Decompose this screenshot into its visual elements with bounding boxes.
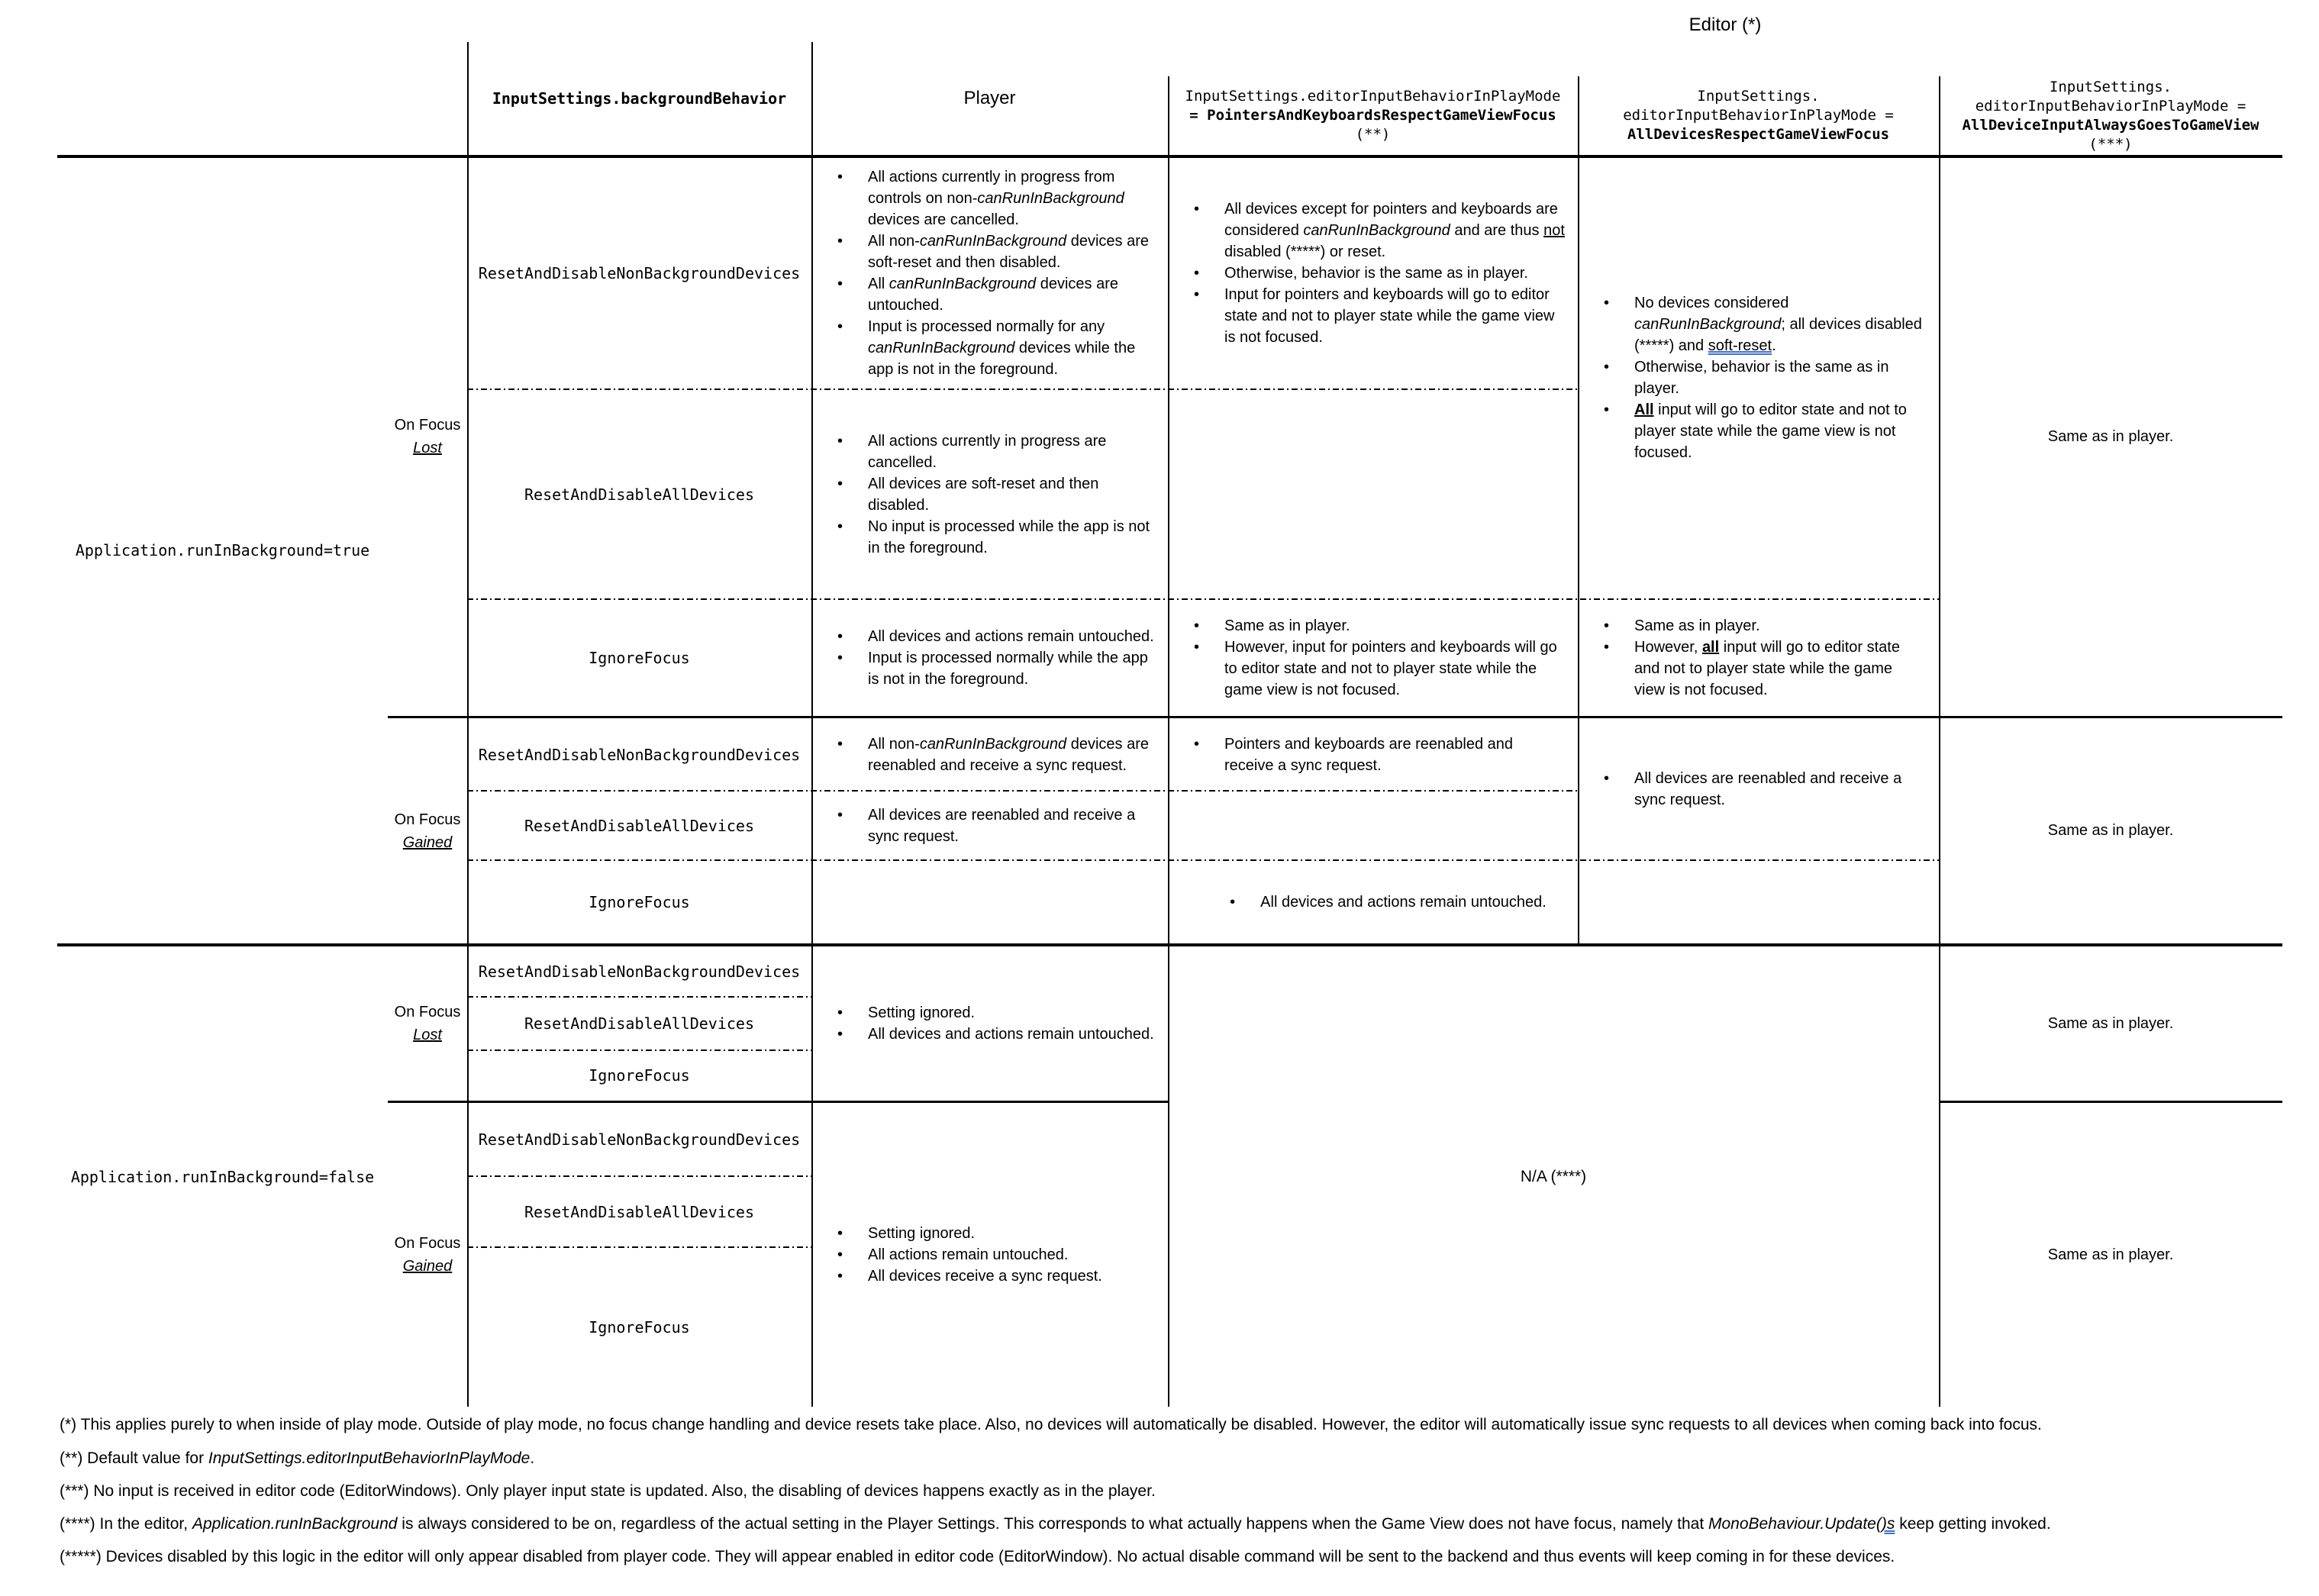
row-separator-dashed [467,996,811,998]
bullet-item [1578,292,1939,356]
bullet-icon: • [1604,401,1610,418]
header-pointers-and-keyboards [1168,76,1578,155]
bullet-text: However, input for pointers and keyboards will go to editor state and not to player state while the game view is not focused. [1224,639,1557,698]
cell-editor-na [1168,946,1939,1407]
same-as-player-label: Same as in player. [2047,822,2174,839]
bullet-icon: • [1604,359,1610,376]
row-separator-dashed [467,389,1578,390]
bullet-text: All non-canRunInBackground devices are soft-reset and then disabled. [868,232,1150,271]
behavior-false-gained-ignore [467,1247,811,1407]
behavior-true-gained-reset-non-bg [467,718,811,791]
bullet-text: Same as in player. [1634,617,1760,634]
bullet-text: Pointers and keyboards are reenabled and receive a sync request. [1224,735,1514,774]
focus-label-line2: Gained [402,1258,453,1275]
same-as-player-label: Same as in player. [2047,427,2174,445]
bullet-text: All devices receive a sync request. [868,1268,1102,1285]
header-pointers-line3: (**) [1355,126,1391,143]
row-separator-dashed [467,1175,811,1177]
header-all-devices-line2: editorInputBehaviorInPlayMode = [1623,107,1894,124]
header-player [811,42,1168,155]
bullet-text: All devices and actions remain untouched. [868,628,1154,645]
bullet-text: All actions remain untouched. [868,1246,1069,1263]
focus-label-true-gained [388,718,467,943]
footnote-4: (****) In the editor, Application.runInBackground is always considered to be on, regardless of the actual setting in the Player Settings. This corresponds to what actually happens when the Game View does not have focus, namely that MonoBehaviour.Update()s keep getting invoked. [60,1515,2051,1533]
header-all-devices [1578,76,1939,155]
focus-label-line2: Lost [413,1027,442,1043]
bullet-icon: • [1604,617,1610,634]
bullet-item [1168,734,1578,776]
header-all-input-line2: editorInputBehaviorInPlayMode = [1975,97,2246,114]
bullet-text: Otherwise, behavior is the same as in player. [1224,264,1528,282]
behavior-label: ResetAndDisableNonBackgroundDevices [478,1130,801,1149]
bullet-item [1168,284,1578,348]
bullet-icon: • [837,650,843,666]
behavior-true-gained-ignore [467,860,811,943]
header-player-label: Player [963,88,1016,108]
behavior-true-lost-ignore [467,599,811,717]
bullet-item [811,734,1168,776]
cell-pointers-true-gained-reset-non-bg [1168,718,1578,791]
header-editor-label: Editor (*) [1688,15,1762,35]
bullet-icon: • [1194,617,1200,634]
header-background-behavior [467,42,811,155]
cell-all-devices-true-gained-merged [1578,718,1939,860]
bullet-text: Setting ignored. [868,1225,976,1242]
bullet-item [811,166,1168,231]
bullet-icon: • [837,628,843,645]
bullet-text: However, all input will go to editor state and not to player state while the game view is not focused. [1634,639,1900,698]
row-separator-dashed [467,790,1578,792]
bullet-item [1168,615,1578,637]
behavior-label: ResetAndDisableNonBackgroundDevices [478,962,801,981]
behavior-label: IgnoreFocus [589,1066,690,1085]
table-divider-true-lost-gained [388,716,2282,718]
row-separator-dashed [467,1246,811,1248]
cell-player-true-lost-ignore [811,599,1168,717]
focus-label-line2: Gained [402,833,453,851]
behavior-false-lost-ignore [467,1050,811,1101]
bullet-item [811,1223,1168,1244]
bullet-item [811,1266,1168,1287]
behavior-label: IgnoreFocus [589,649,690,667]
bullet-icon: • [837,735,843,753]
table-divider-false-lost-gained-right [1939,1101,2282,1103]
bullet-icon: • [837,806,843,824]
bullet-text: All devices are soft-reset and then disabled. [868,475,1099,514]
bullet-icon: • [837,517,843,535]
behavior-label: ResetAndDisableAllDevices [524,816,755,835]
header-all-input-line1: InputSettings. [2049,78,2172,95]
behavior-false-lost-reset-all [467,997,811,1050]
run-in-background-true-label: Application.runInBackground=true [75,540,370,559]
same-as-player-label: Same as in player. [2047,1246,2174,1263]
focus-label-line1: On Focus [394,1235,461,1252]
bullet-icon: • [837,1004,843,1021]
bullet-item [1578,356,1939,399]
header-all-devices-line3: AllDevicesRespectGameViewFocus [1627,126,1890,143]
header-pointers-line1: InputSettings.editorInputBehaviorInPlayMode [1185,88,1561,105]
behavior-label: ResetAndDisableAllDevices [524,1202,755,1221]
bullet-item [811,473,1168,516]
bullet-text: Setting ignored. [868,1004,976,1021]
bullet-text: All non-canRunInBackground devices are reenabled and receive a sync request. [868,735,1150,774]
header-all-input [1939,76,2282,155]
bullet-item [1578,637,1939,701]
bullet-text: All actions currently in progress from controls on non-canRunInBackground devices are cancelled. [868,168,1124,228]
focus-label-line1: On Focus [394,1004,461,1020]
bullet-item [1168,198,1578,263]
bullet-text: No devices considered canRunInBackground; all devices disabled (*****) and soft-reset. [1634,295,1922,354]
cell-all-input-true-lost [1939,156,2282,717]
bullet-item [811,1024,1168,1045]
row-separator-dashed [467,859,1939,861]
header-editor-group [1168,8,2282,43]
bullet-icon: • [837,1225,843,1242]
bullet-text: Input is processed normally for any canRunInBackground devices while the app is not in the foreground. [868,318,1136,378]
run-in-background-false-label: Application.runInBackground=false [70,1167,375,1186]
bullet-item [811,273,1168,316]
bullet-text: No input is processed while the app is not in the foreground. [868,517,1150,556]
bullet-icon: • [837,1026,843,1043]
behavior-true-lost-reset-non-bg [467,156,811,389]
behavior-true-lost-reset-all [467,389,811,599]
footnote-2: (**) Default value for InputSettings.editorInputBehaviorInPlayMode. [60,1449,535,1467]
footnote-5: (*****) Devices disabled by this logic in the editor will only appear disabled from player code. They will appear enabled in editor code (EditorWindow). No actual disable command will be sent to the backend and thus events will keep coming in for these devices. [60,1548,1895,1565]
behavior-false-gained-reset-non-bg [467,1103,811,1176]
cell-pointers-true-lost-ignore [1168,599,1578,717]
bullet-item [1168,263,1578,284]
bullet-icon: • [1604,770,1610,787]
cell-player-true-gained-reset-non-bg [811,718,1168,791]
bullet-text: All devices are reenabled and receive a sync request. [868,806,1136,845]
bullet-icon: • [1604,639,1610,656]
bullet-item [811,804,1168,847]
bullet-item [1578,399,1939,463]
header-all-input-line3: AllDeviceInputAlwaysGoesToGameView [1962,116,2259,134]
cell-player-true-lost-reset-all [811,389,1168,599]
cell-all-input-true-gained [1939,718,2282,943]
bullet-text: All devices and actions remain untouched. [868,1026,1154,1043]
behavior-label: ResetAndDisableNonBackgroundDevices [478,745,801,764]
cell-player-true-lost-reset-non-bg [811,156,1168,389]
table-border-focus-behavior [467,42,469,1407]
bullet-text: All devices except for pointers and keyboards are considered canRunInBackground and are thus not disabled (*****) or reset. [1224,200,1565,260]
behavior-label: ResetAndDisableNonBackgroundDevices [478,263,801,282]
bullet-item [811,1002,1168,1024]
behavior-true-gained-reset-all [467,791,811,860]
behavior-label: IgnoreFocus [589,1317,690,1336]
bullet-icon: • [1230,893,1236,911]
bullet-icon: • [1194,735,1200,753]
bullet-text: Same as in player. [1224,617,1350,634]
bullet-item [811,430,1168,473]
bullet-icon: • [837,318,843,335]
bullet-icon: • [837,432,843,450]
focus-label-true-lost [388,156,467,717]
cell-player-true-gained-reset-all [811,791,1168,860]
bullet-item [811,626,1168,647]
table-divider-false-lost-gained-left [388,1101,1168,1103]
behavior-label: ResetAndDisableAllDevices [524,485,755,504]
bullet-icon: • [1194,200,1200,218]
focus-label-false-lost [388,946,467,1101]
focus-label-false-gained [388,1103,467,1407]
bullet-item [1578,615,1939,637]
row-group-run-in-background-false [57,946,388,1407]
cell-all-devices-true-lost-ignore [1578,599,1939,717]
table-divider-true-false [57,943,2282,946]
bullet-item [1168,637,1578,701]
cell-player-false-lost-merged [811,946,1168,1101]
focus-label-line1: On Focus [394,811,461,828]
bullet-icon: • [837,275,843,292]
table-border-player-pointers [1168,76,1169,1407]
behavior-label: IgnoreFocus [589,892,690,911]
behavior-false-gained-reset-all [467,1176,811,1247]
bullet-icon: • [837,1246,843,1263]
bullet-item [1204,892,1547,913]
focus-label-line1: On Focus [394,417,461,434]
cell-player-false-gained-merged [811,1103,1168,1407]
bullet-icon: • [1194,285,1200,303]
focus-label-line2: Lost [413,440,442,456]
table-border-behavior-player [811,42,813,1407]
row-separator-dashed [467,1049,811,1051]
bullet-icon: • [1194,264,1200,282]
bullet-text: All devices and actions remain untouched. [1260,893,1547,911]
bullet-icon: • [1194,639,1200,656]
bullet-icon: • [837,475,843,492]
bullet-item [811,1244,1168,1266]
bullet-item [811,316,1168,380]
cell-true-gained-ignore-merged [811,860,1939,943]
behavior-false-lost-reset-non-bg [467,946,811,997]
bullet-item [1578,768,1939,811]
bullet-item [811,516,1168,559]
bullet-text: Input is processed normally while the app is not in the foreground. [868,650,1148,688]
bullet-icon: • [837,1268,843,1285]
cell-pointers-true-lost-reset-non-bg [1168,156,1578,389]
bullet-icon: • [1604,295,1610,311]
table-divider-header [57,155,2282,158]
bullet-text: All actions currently in progress are cancelled. [868,432,1107,471]
row-group-run-in-background-true [57,156,388,943]
bullet-icon: • [837,168,843,185]
bullet-text: All canRunInBackground devices are untouched. [868,275,1118,314]
bullet-text: Input for pointers and keyboards will go to editor state and not to player state while the game view is not focused. [1224,285,1555,346]
same-as-player-label: Same as in player. [2047,1014,2174,1032]
header-pointers-line2: = PointersAndKeyboardsRespectGameViewFocus [1189,107,1556,124]
bullet-item [811,647,1168,690]
bullet-item [811,231,1168,273]
header-all-input-line4: (***) [2088,135,2133,153]
cell-all-input-false-gained [1939,1103,2282,1407]
cell-all-devices-true-lost-merged [1578,156,1939,599]
footnote-3: (***) No input is received in editor code (EditorWindows). Only player input state is updated. Also, the disabling of devices happens exactly as in the player. [60,1482,1156,1500]
na-label: N/A (****) [1520,1167,1587,1185]
header-all-devices-line1: InputSettings. [1697,88,1820,105]
footnote-1: (*) This applies purely to when inside of play mode. Outside of play mode, no focus change handling and device resets take place. Also, no devices will automatically be disabled. However, the editor will automatically issue sync requests to all devices when coming back into focus. [60,1416,2042,1433]
row-separator-dashed [467,598,1939,600]
bullet-text: Otherwise, behavior is the same as in player. [1634,359,1889,397]
header-background-behavior-label: InputSettings.backgroundBehavior [492,89,787,108]
table-border-pointers-alldevices [1578,76,1579,945]
bullet-text: All devices are reenabled and receive a sync request. [1634,770,1902,808]
cell-all-input-false-lost [1939,946,2282,1101]
bullet-text: All input will go to editor state and not to player state while the game view is not focused. [1634,401,1907,461]
behavior-label: ResetAndDisableAllDevices [524,1014,755,1033]
bullet-icon: • [837,232,843,250]
table-border-alldevices-allinput [1939,76,1940,1407]
